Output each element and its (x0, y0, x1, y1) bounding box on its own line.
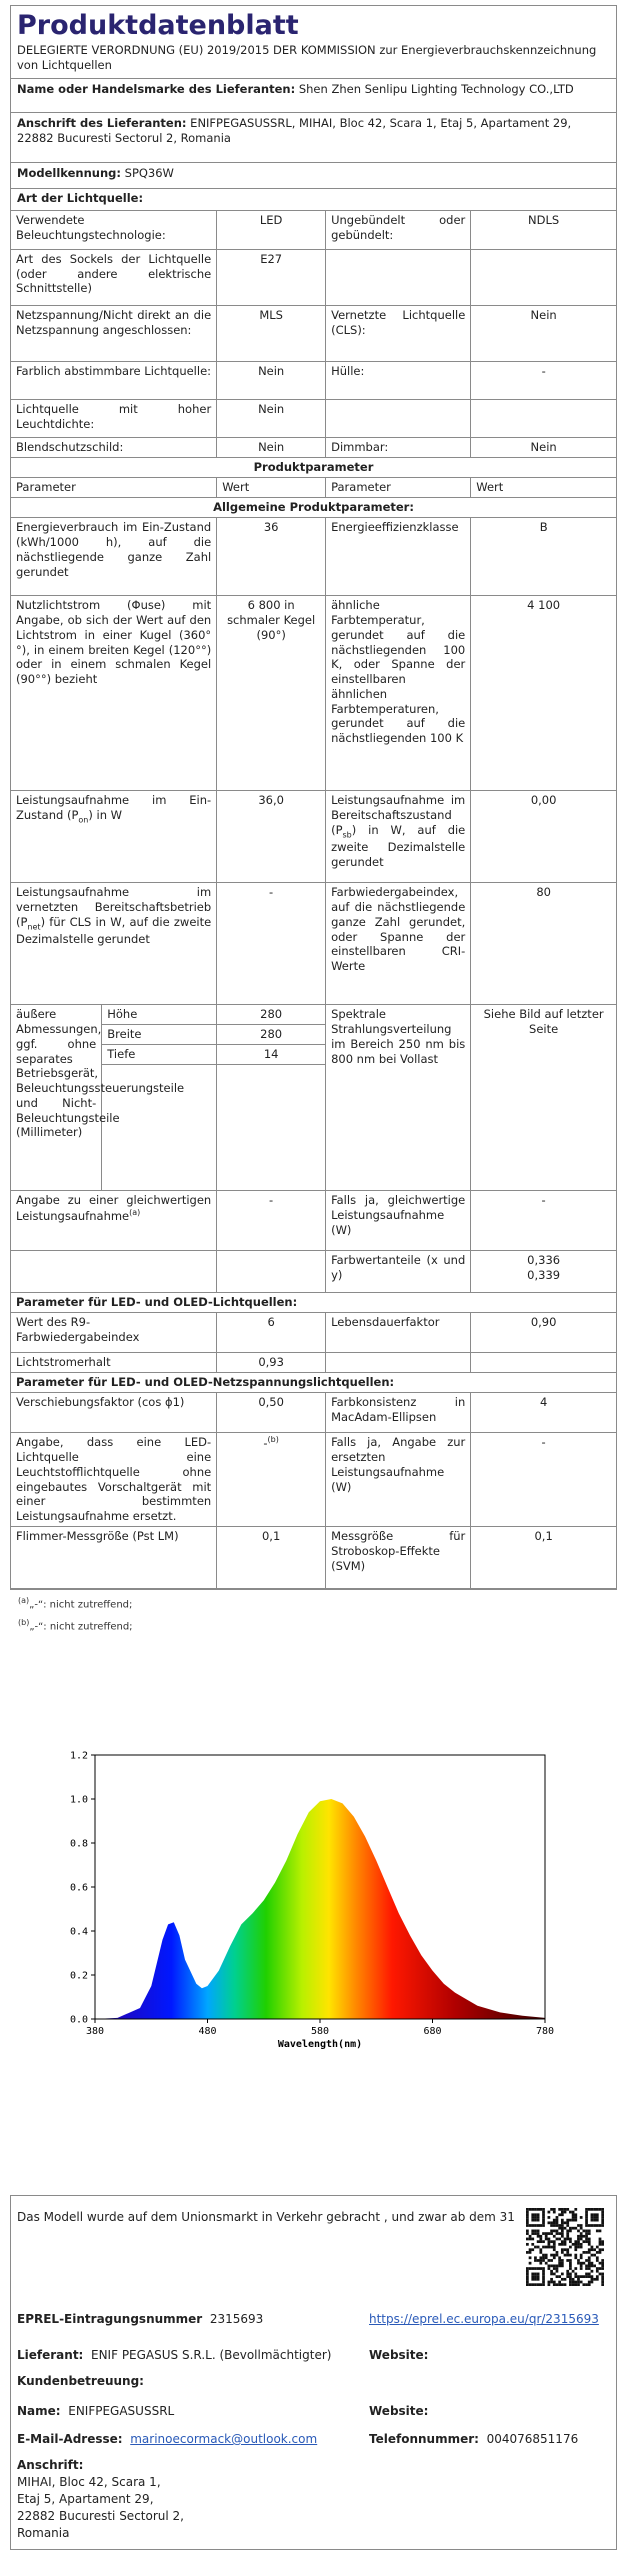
model-row: Modellkennung: SPQ36W (11, 163, 616, 189)
website-label: Website: (369, 2348, 429, 2362)
general-params-section: Allgemeine Produktparameter: (11, 498, 616, 518)
product-data-sheet (10, 5, 617, 1590)
registration-box (10, 2195, 617, 2550)
table-row: Leistungsaufnahme im Ein-Zustand $(P_{on})$ in W 36,0 Leistungsaufnahme im Bereitschaftszustand $(P_{sb})$ in W, auf die zweite Dezimalstelle gerundet 0,00 (11, 791, 616, 883)
y-tick-label: 0.0 (69, 2014, 88, 2026)
page-title: Produktdatenblatt (17, 10, 299, 41)
y-tick-label: 1.0 (69, 1794, 88, 1806)
table-row: Farblich abstimmbare Lichtquelle: Nein Hülle: - (11, 361, 616, 399)
address-block: MIHAI, Bloc 42, Scara 1, Etaj 5, Apartament 29, 22882 Bucuresti Sectorul 2, Romania (17, 2475, 184, 2540)
table-row: Farbwertanteile (x und y) 0,336 0,339 (11, 1251, 616, 1293)
product-params-table (11, 478, 616, 1590)
eprel-number: EPREL-Eintragungsnummer 2315693 (17, 2312, 264, 2326)
market-date-text: Das Modell wurde auf dem Unionsmarkt in Verkehr gebracht , und zwar ab dem 31 (17, 2210, 515, 2224)
footnotes (18, 1596, 133, 1640)
table-row: Lichtstromerhalt 0,93 (11, 1353, 616, 1373)
supplier-line: Lieferant: ENIF PEGASUS S.R.L. (Bevollmächtigter) (17, 2348, 332, 2362)
light-type-table (11, 211, 616, 458)
product-params-section: Produktparameter (11, 458, 616, 478)
address-label: Anschrift: (17, 2458, 84, 2472)
y-tick-label: 0.4 (69, 1926, 88, 1938)
table-row: Nutzlichtstrom (Φuse) mit Angabe, ob sich der Wert auf den Lichtstrom in einer Kugel (360° °), in einem breiten Kegel (120°°) oder in einem schmalen Kegel (90°°) bezieht 6 800 in schmaler Kegel (90°) ähnliche Farbtemperatur, gerundet auf die nächstliegenden 100 K, oder Spanne der einstellbaren ähnlichen Farbtemperaturen, gerundet auf die nächstliegenden 100 K 4 100 (11, 596, 616, 791)
spectrum-chart (40, 1745, 580, 2055)
table-row: Netzspannung/Nicht direkt an die Netzspannung angeschlossen: MLS Vernetzte Lichtquelle (CLS): Nein (11, 305, 616, 361)
supplier-name: Shen Zhen Senlipu Lighting Technology CO.,LTD (298, 82, 574, 97)
supplier-address-row: Anschrift des Lieferanten: ENIFPEGASUSSRL, MIHAI, Bloc 42, Scara 1, Etaj 5, Apartament 29, 22882 Bucuresti Sectorul 2, Romania (11, 113, 616, 163)
qr-code-icon[interactable] (526, 2208, 604, 2286)
table-header-row: Parameter Wert Parameter Wert (11, 478, 616, 498)
table-row: Blendschutzschild: Nein Dimmbar: Nein (11, 437, 616, 457)
x-tick-label: 480 (198, 2026, 217, 2037)
x-tick-label: 780 (535, 2026, 555, 2037)
y-tick-label: 1.2 (69, 1750, 88, 1762)
title-block (11, 6, 616, 79)
light-type-section: Art der Lichtquelle: (11, 189, 616, 211)
supplier-name-row: Name oder Handelsmarke des Lieferanten: Shen Zhen Senlipu Lighting Technology CO.,LTD (11, 79, 616, 113)
table-row: Breite 280 (11, 1025, 616, 1045)
table-row: Energieverbrauch im Ein-Zustand (kWh/1000 h), auf die nächstliegende ganze Zahl gerundet 36 Energieeffizienzklasse B (11, 518, 616, 596)
eprel-link[interactable]: https://eprel.ec.europa.eu/qr/2315693 (369, 2312, 599, 2326)
phone-line: Telefonnummer: 004076851176 (369, 2432, 579, 2446)
supplier-address: ENIFPEGASUSSRL, MIHAI, Bloc 42, Scara 1, Etaj 5, Apartament 29, 22882 Bucuresti Sectorul 2, Romania (17, 116, 572, 146)
table-row: äußere Abmessungen, ggf. ohne separates Betriebsgerät, Beleuchtungssteuerungsteile und Nicht-Beleuchtungsteile (Millimeter) Höhe 280 Spektrale Strahlungsverteilung im Bereich 250 nm bis 800 nm bei Vollast Siehe Bild auf letzter Seite (11, 1005, 616, 1025)
table-row: Verschiebungsfaktor (cos ϕ1) 0,50 Farbkonsistenz in MacAdam-Ellipsen 4 (11, 1393, 616, 1433)
x-tick-label: 380 (85, 2026, 105, 2037)
email-link[interactable]: marinoecormack@outlook.com (130, 2432, 318, 2446)
regulation-subtitle: DELEGIERTE VERORDNUNG (EU) 2019/2015 DER KOMMISSION zur Energieverbrauchskennzeichnung von Lichtquellen (17, 43, 597, 72)
led-params-section: Parameter für LED- und OLED-Lichtquellen: (11, 1293, 616, 1313)
table-row: Flimmer-Messgröße (Pst LM) 0,1 Messgröße für Stroboskop-Effekte (SVM) 0,1 (11, 1527, 616, 1589)
footnote-a: $^{(a)}$„-“: nicht zutreffend; (18, 1596, 133, 1611)
table-row: Tiefe 14 (11, 1045, 616, 1065)
x-tick-label: 680 (423, 2026, 442, 2037)
y-tick-label: 0.2 (69, 1970, 88, 1982)
footnote-b: $^{(b)}$„-“: nicht zutreffend; (18, 1618, 133, 1633)
table-row: Wert des R9-Farbwiedergabeindex 6 Lebensdauerfaktor 0,90 (11, 1313, 616, 1353)
care-name: Name: ENIFPEGASUSSRL (17, 2404, 175, 2418)
led-mains-section: Parameter für LED- und OLED-Netzspannungslichtquellen: (11, 1373, 616, 1393)
x-axis-label: Wavelength(nm) (277, 2039, 363, 2050)
table-row: Lichtquelle mit hoher Leuchtdichte: Nein (11, 399, 616, 437)
table-row: Angabe zu einer gleichwertigen Leistungsaufnahme$^{(a)}$ - Falls ja, gleichwertige Leistungsaufnahme (W) - (11, 1191, 616, 1251)
x-tick-label: 580 (310, 2026, 330, 2037)
table-row: Leistungsaufnahme im vernetzten Bereitschaftsbetrieb $(P_{net})$ für CLS in W, auf die zweite Dezimalstelle gerundet - Farbwiedergabeindex, auf die nächstliegende ganze Zahl gerundet, oder Spanne der einstellbaren CRI-Werte 80 (11, 883, 616, 1005)
table-row: Verwendete Beleuchtungstechnologie: LED Ungebündelt oder gebündelt: NDLS (11, 211, 616, 249)
email-line: E-Mail-Adresse: marinoecormack@outlook.com (17, 2432, 318, 2446)
table-row: Angabe, dass eine LED-Lichtquelle eine Leuchtstofflichtquelle ohne eingebautes Vorschaltgerät mit einer bestimmten Leistungsaufnahme ersetzt. -$^{(b)}$ Falls ja, Angabe zur ersetzten Leistungsaufnahme (W) - (11, 1433, 616, 1527)
y-tick-label: 0.8 (69, 1838, 88, 1850)
spectrum-area (95, 1799, 545, 2019)
customer-care-label: Kundenbetreuung: (17, 2374, 144, 2388)
spectrum-chart-svg (40, 1745, 580, 2055)
table-row: Art des Sockels der Lichtquelle (oder andere elektrische Schnittstelle) E27 (11, 249, 616, 305)
website-label-2: Website: (369, 2404, 429, 2418)
y-tick-label: 0.6 (69, 1882, 88, 1894)
model-id: SPQ36W (124, 166, 174, 181)
